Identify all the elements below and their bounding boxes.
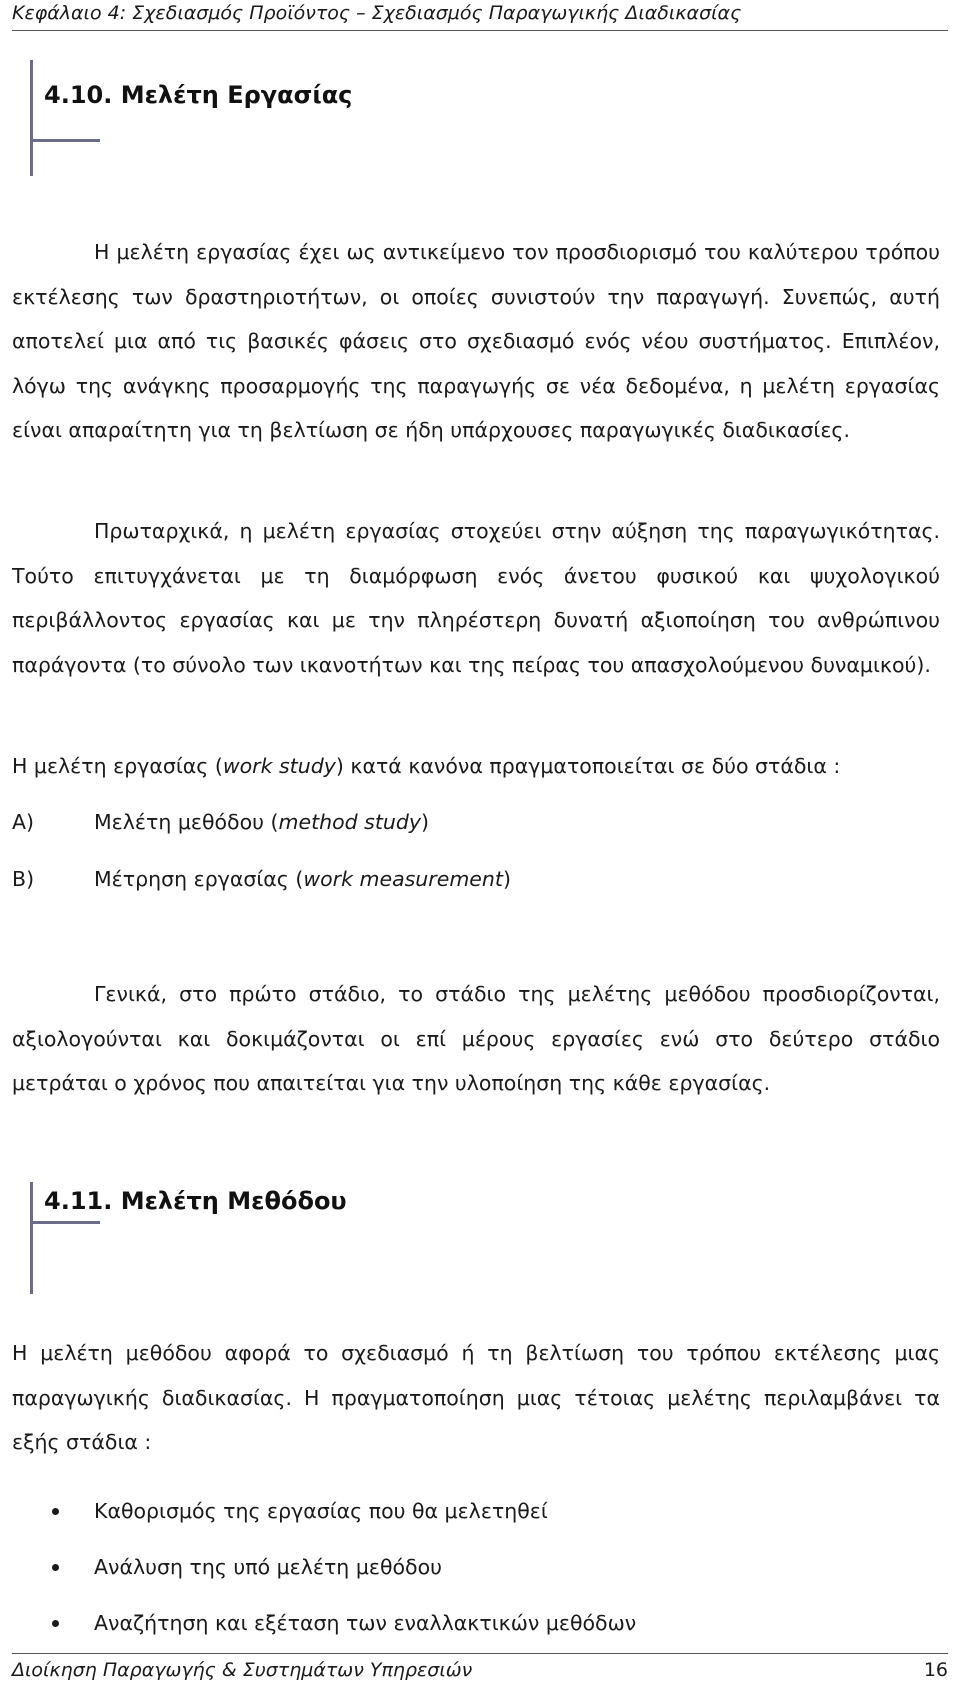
heading-vertical-rule <box>30 1182 33 1294</box>
stage-item-method-study <box>94 807 429 837</box>
bullet-item: Καθορισμός της εργασίας που θα μελετηθεί <box>94 1499 548 1523</box>
stage-item-before: Μέτρηση εργασίας ( <box>94 867 304 891</box>
heading-horizontal-rule <box>30 1221 100 1224</box>
bullet-item: Ανάλυση της υπό μελέτη μεθόδου <box>94 1555 442 1579</box>
paragraph-text: Γενικά, στο πρώτο στάδιο, το στάδιο της μελέτης μεθόδου προσδιορίζονται, αξιολογούνται και δοκιμάζονται οι επί μέρους εργασίες ενώ στο δεύτερο στάδιο μετράται ο χρόνος που απαιτείται για την υλοποίηση της κάθε εργασίας. <box>12 982 940 1095</box>
stage-item-after: ) <box>502 867 511 891</box>
stages-intro-line <box>12 751 840 781</box>
stage-item-after: ) <box>421 810 430 834</box>
heading-decoration <box>30 60 100 176</box>
bullet-dot <box>52 1564 59 1571</box>
paragraph-text: Η μελέτη εργασίας έχει ως αντικείμενο τον προσδιορισμό του καλύτερου τρόπου εκτέλεσης των δραστηριοτήτων, οι οποίες συνιστούν την παραγωγή. Συνεπώς, αυτή αποτελεί μια από τις βασικές φάσεις στο σχεδιασμό ενός νέου συστήματος. Επιπλέον, λόγω της ανάγκης προσαρμογής της παραγωγής σε νέα δεδομένα, η μελέτη εργασίας είναι απαραίτητη για τη βελτίωση σε ήδη υπάρχουσες παραγωγικές διαδικασίες. <box>12 240 940 442</box>
stages-intro-term: work study <box>222 754 336 778</box>
footer-title: Διοίκηση Παραγωγής & Συστημάτων Υπηρεσιών <box>12 1659 473 1681</box>
stages-intro-after: ) κατά κανόνα πραγματοποιείται σε δύο στάδια : <box>335 754 841 778</box>
paragraph-stages-explanation <box>12 972 940 1106</box>
bullet-item: Αναζήτηση και εξέταση των εναλλακτικών μεθόδων <box>94 1611 637 1635</box>
stage-item-work-measurement <box>94 864 511 894</box>
bullet-dot <box>52 1620 59 1627</box>
paragraph-method-study <box>12 1331 940 1465</box>
running-header: Κεφάλαιο 4: Σχεδιασμός Προϊόντος – Σχεδιασμός Παραγωγικής Διαδικασίας <box>12 0 948 31</box>
paragraph-work-study-intro <box>12 230 940 453</box>
paragraph-text: Πρωταρχικά, η μελέτη εργασίας στοχεύει στην αύξηση της παραγωγικότητας. Τούτο επιτυγχάνεται με τη διαμόρφωση ενός άνετου φυσικού και ψυχολογικού περιβάλλοντος εργασίας και με την πληρέστερη δυνατή αξιοποίηση του ανθρώπινου παράγοντα (το σύνολο των ικανοτήτων και της πείρας του απασχολούμενου δυναμικού). <box>12 519 940 677</box>
bullet-dot <box>52 1508 59 1515</box>
section-title-4-10: 4.10. Μελέτη Εργασίας <box>44 81 353 109</box>
stage-marker: B) <box>12 867 35 891</box>
stages-intro-before: Η μελέτη εργασίας ( <box>12 754 223 778</box>
stage-item-term: work measurement <box>303 867 503 891</box>
page-number: 16 <box>923 1659 948 1681</box>
heading-horizontal-rule <box>30 139 100 142</box>
stage-item-before: Μελέτη μεθόδου ( <box>94 810 279 834</box>
paragraph-productivity <box>12 509 940 687</box>
running-footer <box>12 1653 948 1683</box>
stage-marker: A) <box>12 810 35 834</box>
stage-item-term: method study <box>278 810 422 834</box>
section-title-4-11: 4.11. Μελέτη Μεθόδου <box>44 1187 347 1215</box>
paragraph-text: Η μελέτη μεθόδου αφορά το σχεδιασμό ή τη βελτίωση του τρόπου εκτέλεσης μιας παραγωγικής διαδικασίας. Η πραγματοποίηση μιας τέτοιας μελέτης περιλαμβάνει τα εξής στάδια : <box>12 1341 940 1454</box>
heading-vertical-rule <box>30 60 33 176</box>
